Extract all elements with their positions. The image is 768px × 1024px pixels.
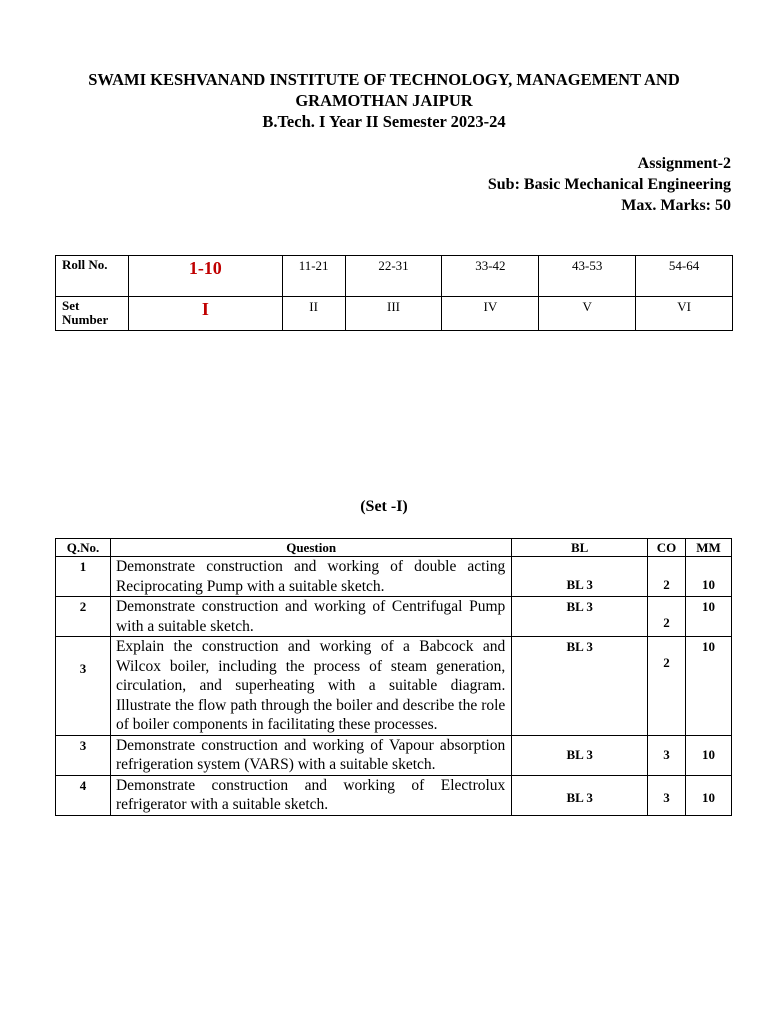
question-number: 3 — [56, 735, 111, 775]
roll-number-table — [55, 255, 733, 331]
table-row — [56, 557, 732, 597]
set-label-line2: Number — [62, 312, 109, 327]
bloom-level: BL 3 — [512, 557, 648, 597]
course-outcome: 3 — [648, 735, 686, 775]
set-number: VI — [636, 297, 733, 331]
question-text: Demonstrate construction and working of double acting Reciprocating Pump with a suitable sketch. — [110, 557, 511, 597]
set-label-line1: Set — [62, 298, 80, 313]
table-row — [56, 775, 732, 815]
question-text: Explain the construction and working of a Babcock and Wilcox boiler, including the process of steam generation, circulation, and superheating with a suitable diagram. Illustrate the flow path through the boiler and describe the role of boiler components in facilitating these processes. — [110, 637, 511, 736]
institute-name-line2: GRAMOTHAN JAIPUR — [295, 91, 473, 110]
question-table-header — [56, 539, 732, 557]
set-number: I — [128, 297, 282, 331]
roll-row — [56, 256, 733, 297]
question-text: Demonstrate construction and working of Electrolux refrigerator with a suitable sketch. — [110, 775, 511, 815]
roll-range: 54-64 — [636, 256, 733, 297]
table-row — [56, 637, 732, 736]
roll-range: 1-10 — [128, 256, 282, 297]
question-number: 1 — [56, 557, 111, 597]
set-number: III — [345, 297, 442, 331]
course-outcome: 3 — [648, 775, 686, 815]
question-table — [55, 538, 732, 816]
institute-name-line1: SWAMI KESHVANAND INSTITUTE OF TECHNOLOGY, MANAGEMENT AND — [88, 70, 680, 89]
header-qno: Q.No. — [56, 539, 111, 557]
header-question: Question — [110, 539, 511, 557]
max-marks: 10 — [686, 597, 732, 637]
set-row — [56, 297, 733, 331]
header-mm: MM — [686, 539, 732, 557]
question-text: Demonstrate construction and working of Centrifugal Pump with a suitable sketch. — [110, 597, 511, 637]
set-number: V — [539, 297, 636, 331]
assignment-label: Assignment-2 — [637, 155, 731, 172]
roll-range: 11-21 — [282, 256, 345, 297]
question-text: Demonstrate construction and working of Vapour absorption refrigeration system (VARS) with a suitable sketch. — [110, 735, 511, 775]
subject-label: Sub: Basic Mechanical Engineering — [487, 176, 731, 193]
course-outcome: 2 — [648, 597, 686, 637]
bloom-level: BL 3 — [512, 775, 648, 815]
question-number: 2 — [56, 597, 111, 637]
roll-label: Roll No. — [56, 256, 129, 297]
set-number: IV — [442, 297, 539, 331]
table-row — [56, 735, 732, 775]
course-outcome: 2 — [648, 557, 686, 597]
roll-range: 43-53 — [539, 256, 636, 297]
question-number: 4 — [56, 775, 111, 815]
roll-range: 22-31 — [345, 256, 442, 297]
bloom-level: BL 3 — [512, 637, 648, 736]
program-title: B.Tech. I Year II Semester 2023-24 — [262, 112, 506, 131]
set-number-label — [56, 297, 129, 331]
max-marks: 10 — [686, 637, 732, 736]
course-outcome: 2 — [648, 637, 686, 736]
bloom-level: BL 3 — [512, 735, 648, 775]
set-heading: (Set -I) — [360, 498, 408, 515]
roll-range: 33-42 — [442, 256, 539, 297]
header-co: CO — [648, 539, 686, 557]
set-number: II — [282, 297, 345, 331]
max-marks: 10 — [686, 557, 732, 597]
header-bl: BL — [512, 539, 648, 557]
table-row — [56, 597, 732, 637]
bloom-level: BL 3 — [512, 597, 648, 637]
question-number: 3 — [56, 637, 111, 736]
max-marks: 10 — [686, 775, 732, 815]
max-marks: 10 — [686, 735, 732, 775]
max-marks-label: Max. Marks: 50 — [621, 197, 731, 214]
